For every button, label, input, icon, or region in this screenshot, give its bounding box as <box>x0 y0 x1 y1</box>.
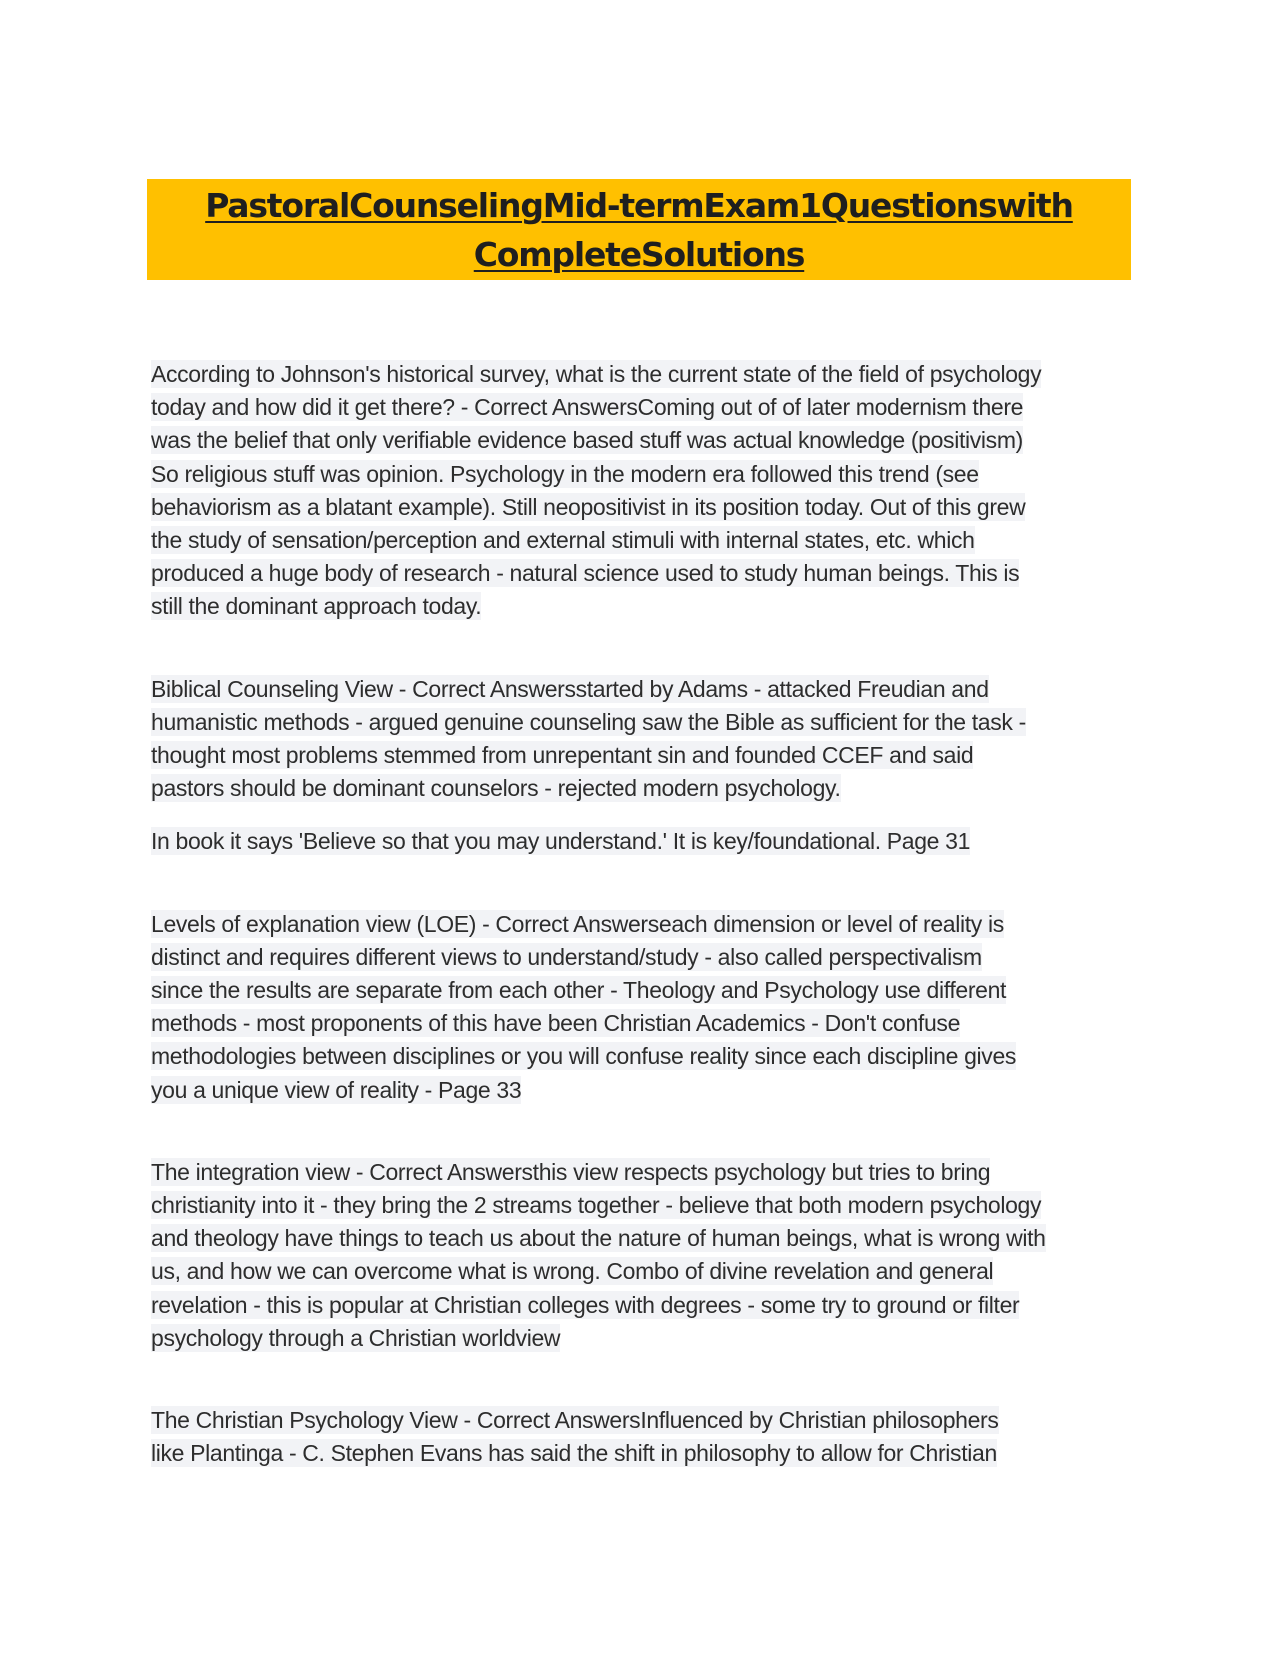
paragraph-text: Levels of explanation view (LOE) - Correct Answerseach dimension or level of reality is distinct and requires different views to understand/study - also called perspectivalism since the results are separate from each other - Theology and Psychology use different methods - most proponents of this have been Christian Academics - Don't confuse methodologies between disciplines or you will confuse reality since each discipline gives you a unique view of reality - Page 33 <box>151 910 1017 1103</box>
paragraph-spacer <box>151 1107 1131 1156</box>
title-banner <box>147 179 1131 280</box>
paragraph-text: The integration view - Correct Answersthis view respects psychology but tries to bring christianity into it - they bring the 2 streams together - believe that both modern psychology and theology have things to teach us about the nature of human beings, what is wrong with us, and how we can overcome what is wrong. Combo of divine revelation and general revelation - this is popular at Christian colleges with degrees - some try to ground or filter psychology through a Christian worldview <box>151 1158 1046 1351</box>
paragraph-text: The Christian Psychology View - Correct AnswersInfluenced by Christian philosophers like Plantinga - C. Stephen Evans has said the shift in philosophy to allow for Christian <box>151 1407 999 1467</box>
paragraph-spacer <box>151 624 1131 673</box>
qa-paragraph-4 <box>151 1156 1131 1355</box>
qa-paragraph-5 <box>151 1404 1131 1470</box>
document-title: PastoralCounselingMid-termExam1Questionswith CompleteSolutions <box>205 185 1073 274</box>
paragraph-text: In book it says 'Believe so that you may understand.' It is key/foundational. Page 31 <box>151 828 971 855</box>
paragraph-spacer <box>151 859 1131 908</box>
paragraph-spacer <box>151 1355 1131 1404</box>
qa-paragraph-3 <box>151 908 1131 1107</box>
paragraph-text: According to Johnson's historical survey, what is the current state of the field of psychology today and how did it get there? - Correct AnswersComing out of of later modernism there was the belief that only verifiable evidence based stuff was actual knowledge (positivism) So religious stuff was opinion. Psychology in the modern era followed this trend (see behaviorism as a blatant example). Still neopositivist in its position today. Out of this grew the study of sensation/perception and external stimuli with internal states, etc. which produced a huge body of research - natural science used to study human beings. This is still the dominant approach today. <box>151 361 1042 620</box>
paragraph-text: Biblical Counseling View - Correct Answersstarted by Adams - attacked Freudian and humanistic methods - argued genuine counseling saw the Bible as sufficient for the task - thought most problems stemmed from unrepentant sin and founded CCEF and said pastors should be dominant counselors - rejected modern psychology. <box>151 675 1026 802</box>
note-paragraph <box>151 825 1131 858</box>
qa-paragraph-1 <box>151 358 1131 624</box>
qa-paragraph-2 <box>151 673 1131 806</box>
document-body <box>151 358 1131 1470</box>
paragraph-spacer <box>151 805 1131 825</box>
